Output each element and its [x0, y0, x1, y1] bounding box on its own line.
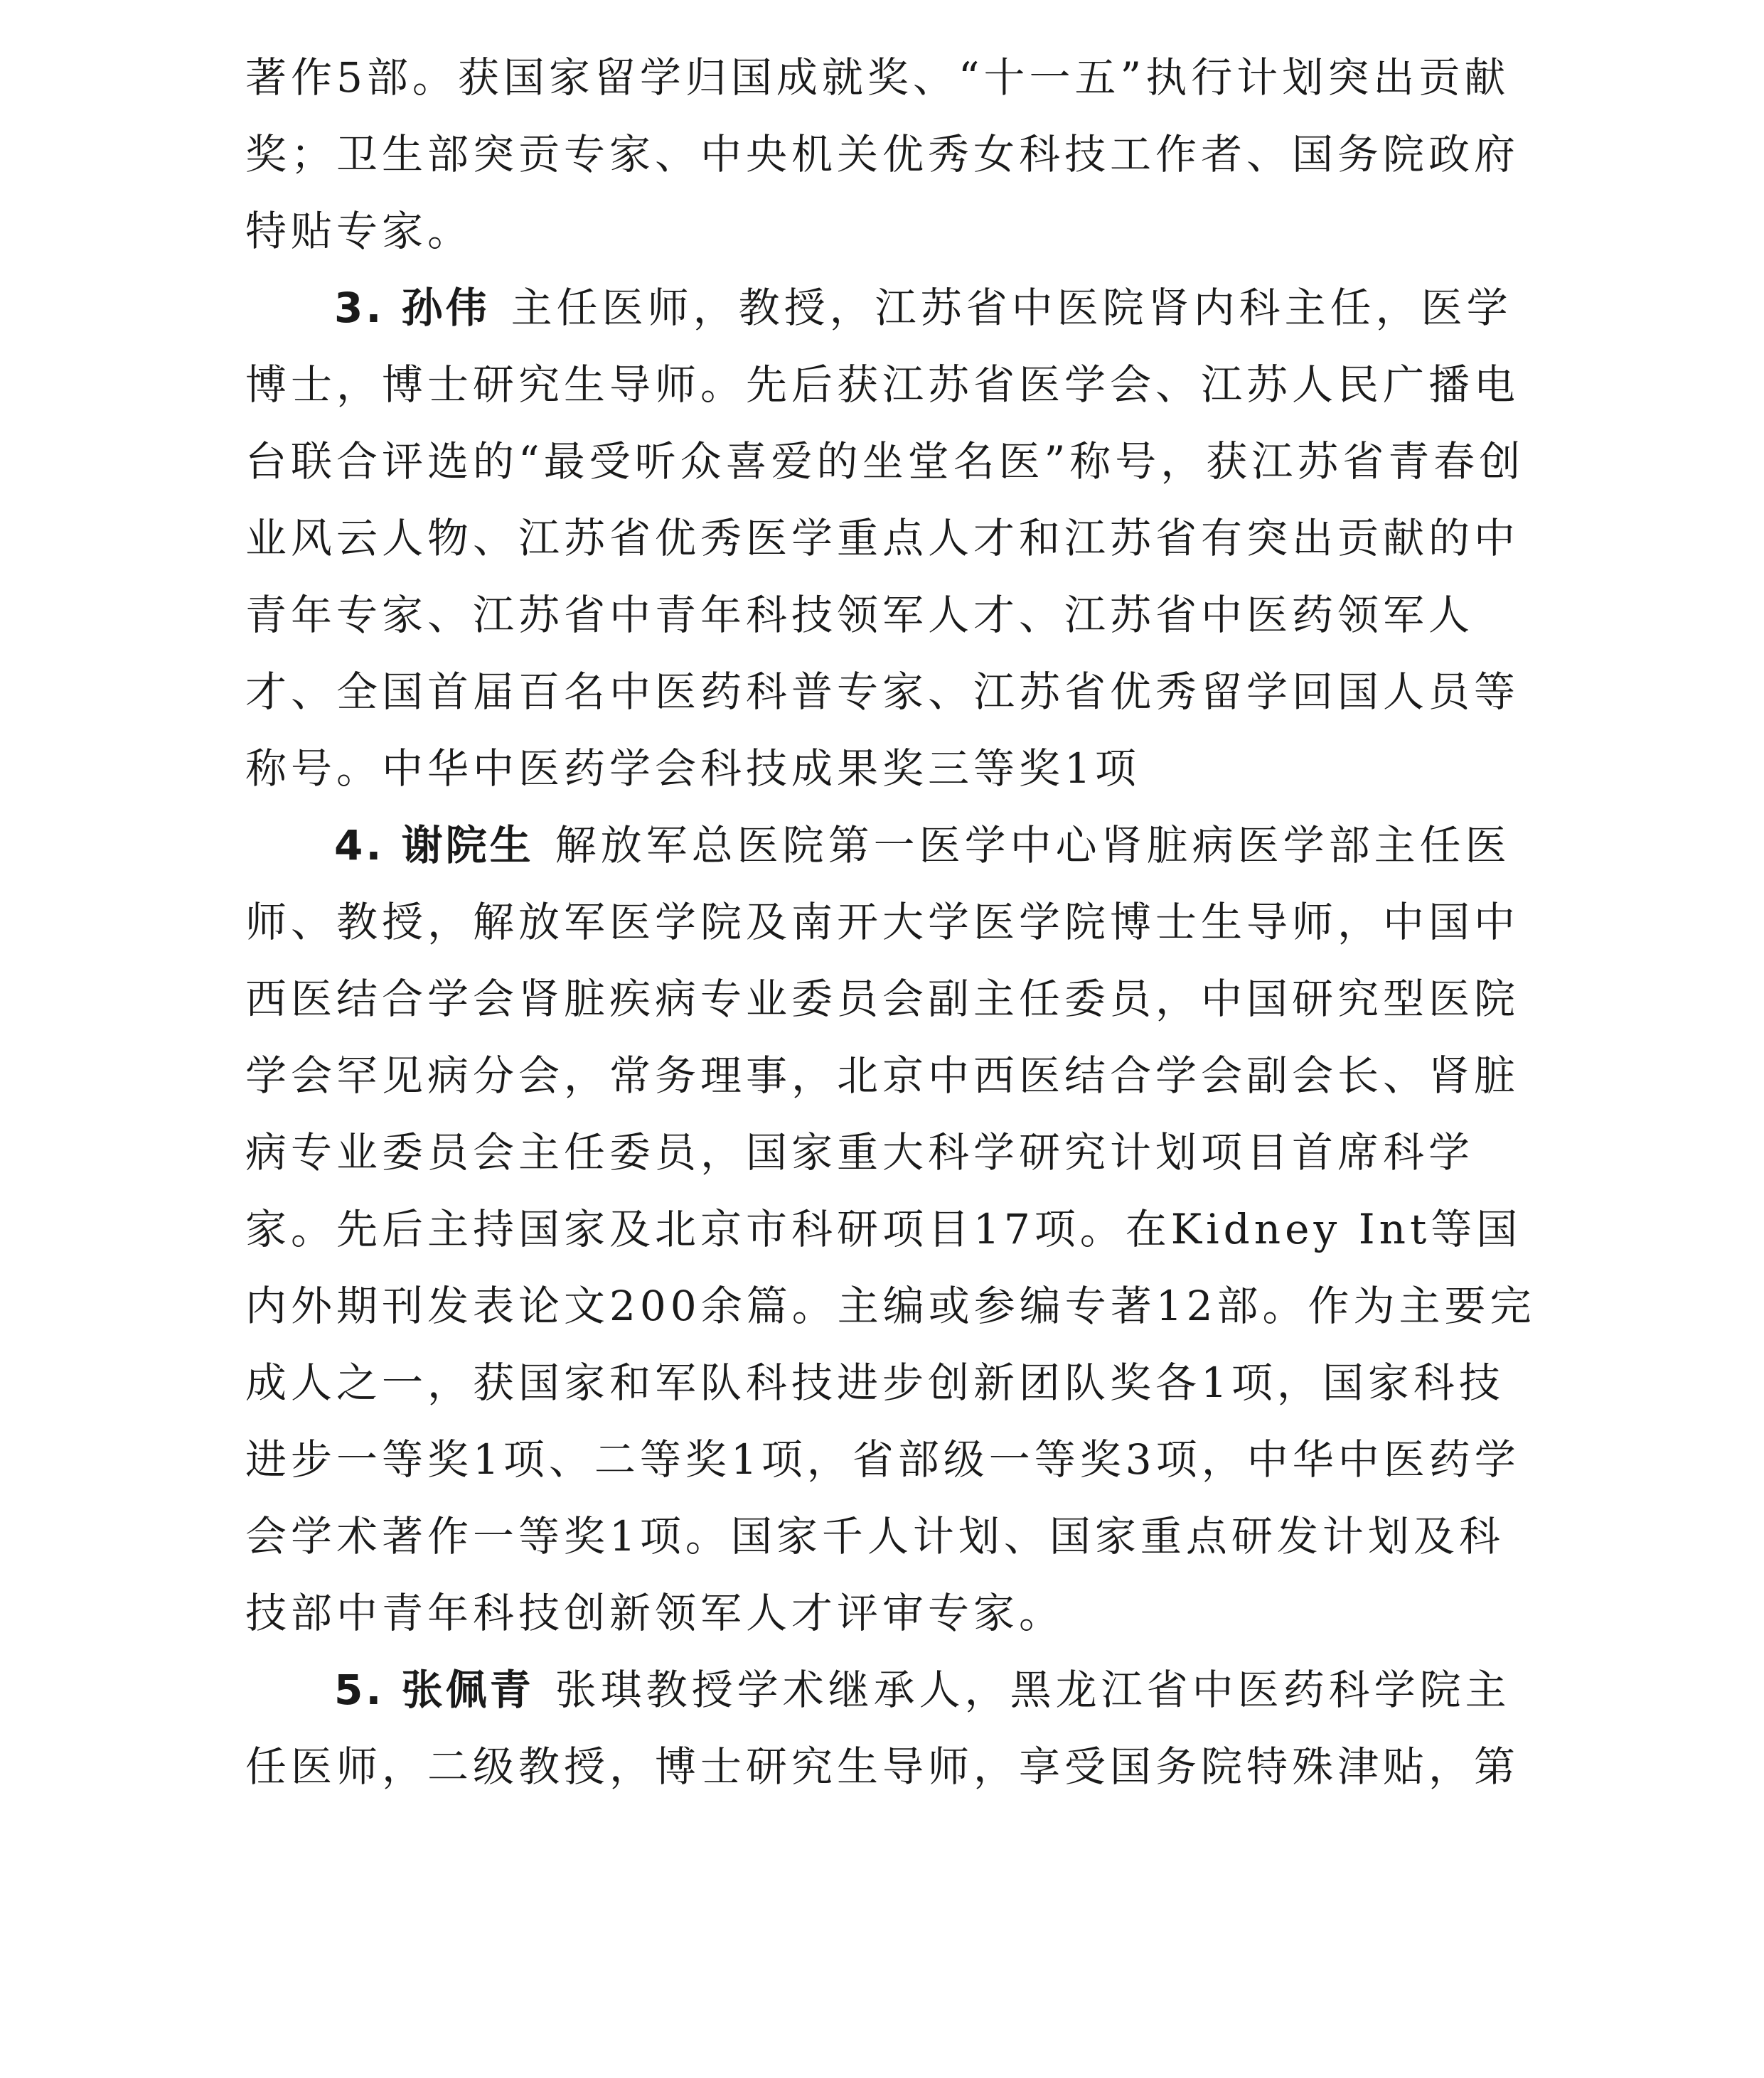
entry-name: 3. 孙伟 [334, 284, 490, 332]
paragraph-entry-3 [245, 269, 1546, 807]
paragraph-text: 主任医师，教授，江苏省中医院肾内科主任，医学博士，博士研究生导师。先后获江苏省医学会、江苏人民广播电台联合评选的“最受听众喜爱的坐堂名医”称号，获江苏省青春创业风云人物、江苏省优秀医学重点人才和江苏省有突出贡献的中青年专家、江苏省中青年科技领军人才、江苏省中医药领军人才、全国首届百名中医药科普专家、江苏省优秀留学回国人员等称号。中华中医药学会科技成果奖三等奖1项 [245, 284, 1525, 793]
paragraph-continuation [245, 39, 1546, 269]
paragraph-entry-4 [245, 807, 1546, 1651]
paragraph-text: 解放军总医院第一医学中心肾脏病医学部主任医师、教授，解放军医学院及南开大学医学院博士生导师，中国中西医结合学会肾脏疾病专业委员会副主任委员，中国研究型医院学会罕见病分会，常务理事，北京中西医结合学会副会长、肾脏病专业委员会主任委员，国家重大科学研究计划项目首席科学家。先后主持国家及北京市科研项目17项。在Kidney Int等国内外期刊发表论文200余篇。主编或参编专著12部。作为主要完成人之一，获国家和军队科技进步创新团队奖各1项，国家科技进步一等奖1项、二等奖1项，省部级一等奖3项，中华中医药学会学术著作一等奖1项。国家千人计划、国家重点研发计划及科技部中青年科技创新领军人才评审专家。 [245, 821, 1536, 1637]
entry-name: 4. 谢院生 [334, 821, 534, 869]
entry-name: 5. 张佩青 [334, 1666, 534, 1714]
paragraph-entry-5 [245, 1651, 1546, 1805]
document-body [245, 39, 1546, 1805]
paragraph-text: 张琪教授学术继承人，黑龙江省中医药科学院主任医师，二级教授，博士研究生导师，享受国务院特殊津贴，第 [245, 1666, 1520, 1791]
paragraph-text: 著作5部。获国家留学归国成就奖、“十一五”执行计划突出贡献奖；卫生部突贡专家、中央机关优秀女科技工作者、国务院政府特贴专家。 [245, 53, 1520, 255]
